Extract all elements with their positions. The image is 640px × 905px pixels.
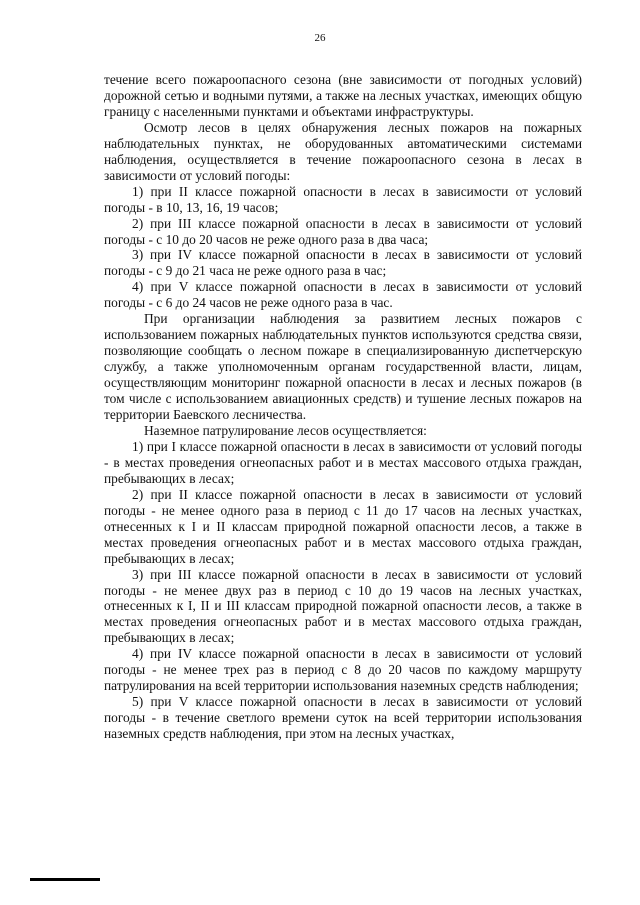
document-body [104, 72, 582, 742]
list-item-patrol-class-5: 5) при V классе пожарной опасности в лесах в зависимости от условий погоды - в течение светлого времени суток на всей территории использования наземных средств наблюдения, при этом на лесных участках, [104, 694, 582, 742]
list-item-inspection-class-2: 1) при II классе пожарной опасности в лесах в зависимости от условий погоды - в 10, 13, 16, 19 часов; [104, 183, 582, 215]
list-item-patrol-class-4: 4) при IV классе пожарной опасности в лесах в зависимости от условий погоды - не менее трех раз в период с 8 до 20 часов по каждому маршруту патрулирования на всей территории использования наземных средств наблюдения; [104, 646, 582, 694]
paragraph-ground-patrol-heading: Наземное патрулирование лесов осуществляется: [144, 422, 427, 438]
list-item-inspection-class-4: 3) при IV классе пожарной опасности в лесах в зависимости от условий погоды - с 9 до 21 часа не реже одного раза в час; [104, 247, 582, 279]
list-item-patrol-class-1: 1) при I классе пожарной опасности в лесах в зависимости от условий погоды - в местах проведения огнеопасных работ и в местах массового отдыха граждан, пребывающих в лесах; [104, 438, 582, 486]
page-number: 26 [314, 32, 326, 44]
list-item-inspection-class-3: 2) при III классе пожарной опасности в лесах в зависимости от условий погоды - с 10 до 20 часов не реже одного раза в два часа; [104, 215, 582, 247]
paragraph-continuation: течение всего пожароопасного сезона (вне зависимости от погодных условий) дорожной сетью и водными путями, а также на лесных участках, имеющих общую границу с населенными пунктами и объектами инфраструктуры. [104, 72, 582, 119]
list-item-inspection-class-5: 4) при V классе пожарной опасности в лесах в зависимости от условий погоды - с 6 до 24 часов не реже одного раза в час. [104, 279, 582, 311]
paragraph-forest-inspection: Осмотр лесов в целях обнаружения лесных пожаров на пожарных наблюдательных пунктах, не оборудованных автоматическими системами наблюдения, осуществляется в течение пожароопасного сезона в лесах в зависимости от условий погоды: [104, 119, 582, 183]
footer-rule [30, 878, 100, 881]
list-item-patrol-class-3: 3) при III классе пожарной опасности в лесах в зависимости от условий погоды - не менее двух раз в период с 10 до 19 часов на лесных участках, отнесенных к I, II и III классам природной пожарной опасности лесов, а также в местах проведения огнеопасных работ и в местах массового отдыха граждан, пребывающих в лесах; [104, 566, 582, 646]
list-item-patrol-class-2: 2) при II классе пожарной опасности в лесах в зависимости от условий погоды - не менее одного раза в период с 11 до 17 часов на лесных участках, отнесенных к I и II классам природной пожарной опасности лесов, а также в местах проведения огнеопасных работ и в местах массового отдыха граждан, пребывающих в лесах; [104, 486, 582, 566]
paragraph-fire-observation: При организации наблюдения за развитием лесных пожаров с использованием пожарных наблюдательных пунктов используются средства связи, позволяющие сообщать о лесном пожаре в специализированную диспетчерскую службу, а также уполномоченным органам государственной власти, лицам, осуществляющим мониторинг пожарной опасности в лесах и лесных пожаров (в том числе с использованием авиационных средств) и тушение лесных пожаров на территории Баевского лесничества. [104, 311, 582, 423]
